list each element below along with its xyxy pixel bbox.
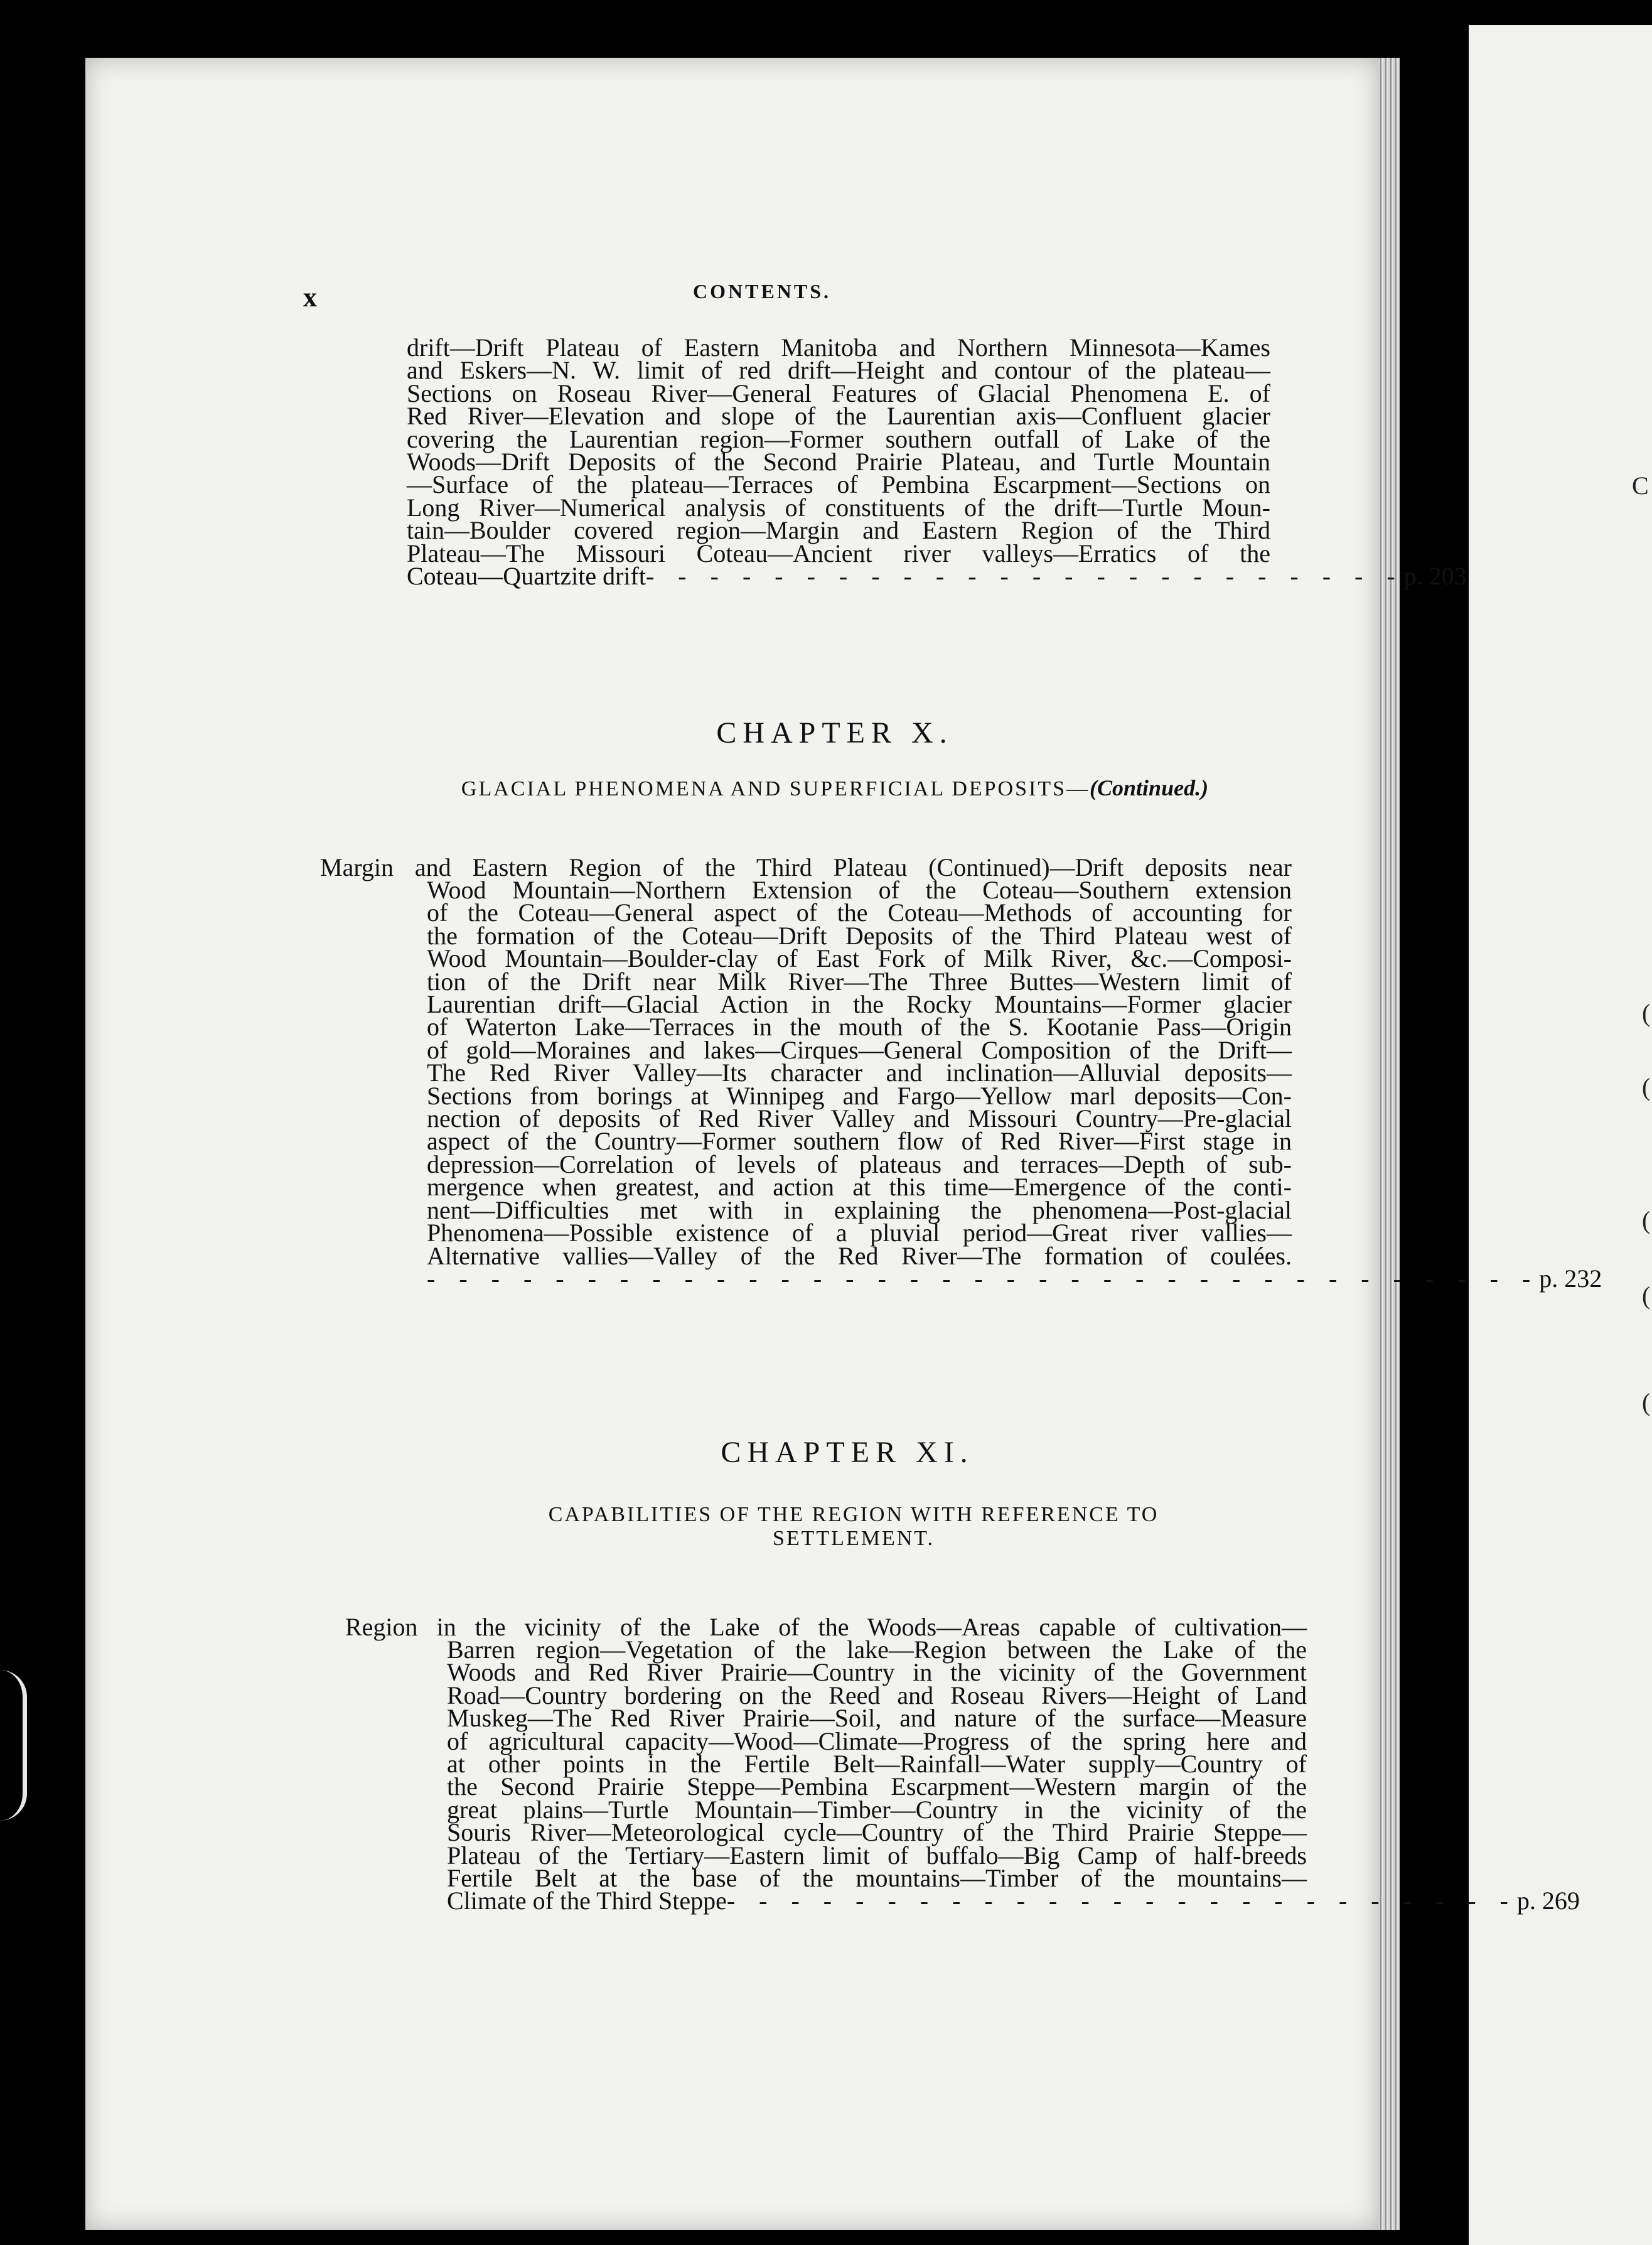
contents-line: Barren region—Vegetation of the lake—Region between the Lake of the: [447, 1635, 1307, 1664]
facing-page-fragment: C: [1632, 471, 1649, 500]
contents-line: Region in the vicinity of the Lake of the Woods—Areas capable of cultivation—: [345, 1613, 1307, 1641]
contents-line: great plains—Turtle Mountain—Timber—Country in the vicinity of the: [447, 1795, 1307, 1824]
contents-last-line: [407, 562, 1467, 591]
chapter-subtitle: [351, 776, 1318, 801]
chapter-subtitle-line: SETTLEMENT.: [772, 1527, 935, 1550]
contents-line: nent—Difficulties met with in explaining the phenomena—Post-glacial: [427, 1195, 1292, 1224]
facing-page-fragment: (: [1642, 1206, 1651, 1234]
contents-line: mergence when greatest, and action at this time—Emergence of the conti-: [427, 1173, 1292, 1202]
dot-leader: - - - - - - - - - - - - - - - - - - - - - - - - - - - - - - - - - - -: [427, 1264, 1540, 1293]
dot-leader: - - - - - - - - - - - - - - - - - - - - - - - -: [645, 562, 1404, 591]
chapter-subtitle-italic: (Continued.): [1090, 775, 1209, 800]
chapter-subtitle-text: GLACIAL PHENOMENA AND SUPERFICIAL DEPOSITS—: [461, 777, 1090, 800]
contents-line: —Surface of the plateau—Terraces of Pembina Escarpment—Sections on: [407, 470, 1270, 499]
facing-page-fragment: (: [1642, 1073, 1651, 1101]
contents-line: Wood Mountain—Boulder-clay of East Fork of Milk River, &c.—Composi-: [427, 944, 1292, 973]
contents-line: tain—Boulder covered region—Margin and Eastern Region of the Third: [407, 516, 1270, 545]
contents-line: Muskeg—The Red River Prairie—Soil, and nature of the surface—Measure: [447, 1704, 1307, 1733]
contents-line: Long River—Numerical analysis of constituents of the drift—Turtle Moun-: [407, 493, 1270, 522]
contents-entry-chapter11-body: [447, 1635, 1580, 1915]
contents-line: Sections from borings at Winnipeg and Fargo—Yellow marl deposits—Con-: [427, 1081, 1292, 1110]
chapter-heading: CHAPTER XI.: [721, 1436, 974, 1469]
chapter-subtitle-line: CAPABILITIES OF THE REGION WITH REFERENCE TO: [548, 1503, 1159, 1526]
facing-page-fragment: (: [1642, 1388, 1651, 1416]
contents-line: Margin and Eastern Region of the Third Plateau (Continued)—Drift deposits near: [320, 853, 1292, 881]
facing-page-fragment: (: [1642, 999, 1651, 1027]
chapter-subtitle: [389, 1503, 1318, 1551]
chapter-heading: CHAPTER X.: [716, 716, 953, 750]
contents-line: Laurentian drift—Glacial Action in the Rocky Mountains—Former glacier: [427, 990, 1292, 1019]
contents-line: Sections on Roseau River—General Features of Glacial Phenomena E. of: [407, 379, 1270, 407]
contents-line: Red River—Elevation and slope of the Laurentian axis—Confluent glacier: [407, 402, 1270, 431]
contents-line-text: Climate of the Third Steppe: [447, 1887, 727, 1915]
contents-line: Fertile Belt at the base of the mountains—Timber of the mountains—: [447, 1864, 1307, 1893]
contents-line: Woods—Drift Deposits of the Second Prairie Plateau, and Turtle Mountain: [407, 448, 1270, 476]
contents-line: Phenomena—Possible existence of a pluvial period—Great river vallies—: [427, 1219, 1292, 1247]
contents-line: Road—Country bordering on the Reed and Roseau Rivers—Height of Land: [447, 1681, 1307, 1709]
contents-last-line: [427, 1264, 1602, 1293]
contents-entry-chapter10-body: [427, 876, 1602, 1293]
contents-line: of agricultural capacity—Wood—Climate—Progress of the spring here and: [447, 1726, 1307, 1755]
contents-line: The Red River Valley—Its character and inclination—Alluvial deposits—: [427, 1058, 1292, 1087]
contents-line: and Eskers—N. W. limit of red drift—Height and contour of the plateau—: [407, 356, 1270, 385]
contents-line: Alternative vallies—Valley of the Red River—The formation of coulées.: [427, 1241, 1292, 1270]
binding-shadow: [0, 1670, 27, 1821]
contents-line: the formation of the Coteau—Drift Deposits of the Third Plateau west of: [427, 921, 1292, 950]
contents-line: nection of deposits of Red River Valley and Missouri Country—Pre-glacial: [427, 1104, 1292, 1133]
dot-leader: - - - - - - - - - - - - - - - - - - - - - - - - -: [726, 1887, 1517, 1915]
page-reference: p. 269: [1516, 1887, 1580, 1915]
contents-line: depression—Correlation of levels of plateaus and terraces—Depth of sub-: [427, 1149, 1292, 1178]
page-folio: x: [303, 282, 317, 313]
contents-line: covering the Laurentian region—Former southern outfall of Lake of the: [407, 424, 1270, 453]
page-reference: p. 203: [1403, 562, 1467, 591]
page-reference: p. 232: [1539, 1264, 1602, 1293]
contents-line: aspect of the Country—Former southern flow of Red River—First stage in: [427, 1127, 1292, 1156]
contents-line: Souris River—Meteorological cycle—Country of the Third Prairie Steppe—: [447, 1818, 1307, 1847]
contents-line: tion of the Drift near Milk River—The Three Buttes—Western limit of: [427, 967, 1292, 996]
contents-line: Woods and Red River Prairie—Country in the vicinity of the Government: [447, 1658, 1307, 1687]
contents-last-line: [447, 1887, 1580, 1915]
running-title: CONTENTS.: [693, 280, 832, 303]
contents-entry-chapter9-continued: [407, 333, 1467, 591]
contents-line: at other points in the Fertile Belt—Rainfall—Water supply—Country of: [447, 1750, 1307, 1779]
contents-line: drift—Drift Plateau of Eastern Manitoba and Northern Minnesota—Kames: [407, 333, 1270, 362]
contents-line: of the Coteau—General aspect of the Coteau—Methods of accounting for: [427, 898, 1292, 927]
contents-line: Wood Mountain—Northern Extension of the Coteau—Southern extension: [427, 876, 1292, 904]
facing-page-fragment: (: [1642, 1281, 1651, 1310]
contents-line-text: Coteau—Quartzite drift: [407, 562, 646, 591]
contents-line: of Waterton Lake—Terraces in the mouth of the S. Kootanie Pass—Origin: [427, 1013, 1292, 1042]
contents-line: Plateau—The Missouri Coteau—Ancient river valleys—Erratics of the: [407, 539, 1270, 568]
contents-line: the Second Prairie Steppe—Pembina Escarpment—Western margin of the: [447, 1772, 1307, 1801]
contents-line: Plateau of the Tertiary—Eastern limit of buffalo—Big Camp of half-breeds: [447, 1841, 1307, 1870]
contents-line: of gold—Moraines and lakes—Cirques—General Composition of the Drift—: [427, 1035, 1292, 1064]
